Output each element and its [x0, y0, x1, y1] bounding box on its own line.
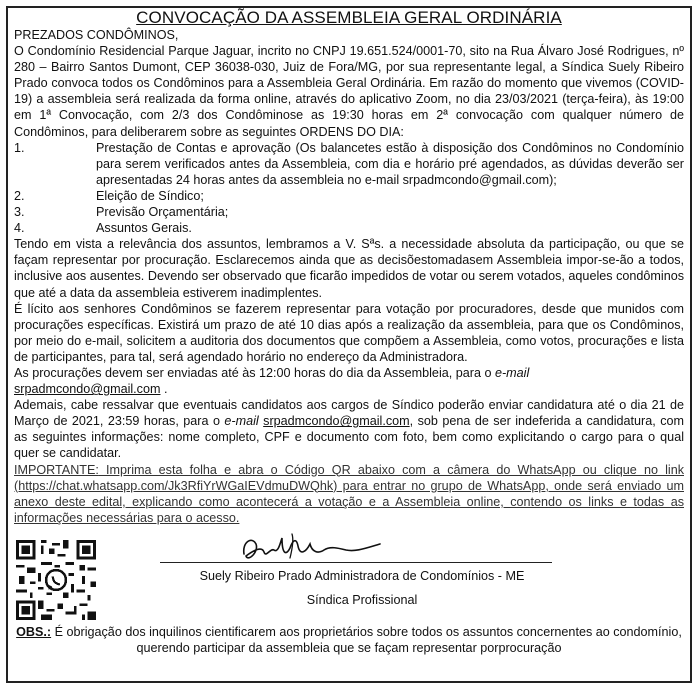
agenda-item	[14, 140, 684, 188]
important-paragraph	[14, 462, 684, 526]
proxies-send-text: As procurações devem ser enviadas até às 12:00 horas do dia da Assembleia, para o	[14, 365, 495, 380]
candidates-text: Ademais, cabe ressalvar que eventuais candidatos aos cargos de Síndico poderão enviar candidatura até o dia 21 de Março de 2021, 23:59 horas, para o	[14, 398, 684, 429]
signer-name: Suely Ribeiro Prado Administradora de Condomínios - ME	[199, 568, 525, 583]
agenda-text: Prestação de Contas e aprovação (Os balancetes estão à disposição dos Condôminos no Condomínio para serem verificados antes da Assembleia, com dia e horário pré agendados, as dúvidas deverão ser apresentadas 24 horas antes da assembleia no e-mail srpadmcondo@gmail.com);	[96, 140, 684, 187]
agenda-number: 2.	[14, 188, 25, 203]
page-title: CONVOCAÇÃO DA ASSEMBLEIA GERAL ORDINÁRIA	[136, 8, 562, 27]
notice-body	[8, 27, 690, 526]
proxies-send-paragraph	[14, 365, 684, 397]
agenda-number: 1.	[14, 140, 25, 155]
period: .	[160, 382, 168, 397]
signature-line	[160, 562, 552, 563]
observation-note	[8, 624, 690, 656]
agenda-item	[14, 220, 684, 236]
candidates-text-end: , sob pena de ser indeferida a candidatura, com as seguintes informações: nome completo, CPF e documento com foto, bem como explicitando o cargo para o qual quer se candidatar.	[14, 414, 684, 461]
obs-label: OBS.:	[16, 624, 52, 639]
email-link[interactable]: srpadmcondo@gmail.com	[14, 382, 161, 397]
handwritten-signature	[234, 526, 394, 566]
notice-page	[6, 6, 692, 683]
greeting: PREZADOS CONDÔMINOS,	[14, 28, 179, 42]
agenda-list	[14, 140, 684, 237]
qr-code-icon[interactable]	[16, 540, 96, 620]
agenda-text: Assuntos Gerais.	[96, 221, 192, 236]
obs-text: É obrigação dos inquilinos cientificarem aos proprietários sobre todos os assuntos concernentes ao condomínio, querendo participar da assembleia que se façam representar porprocuração	[51, 624, 682, 655]
relevance-paragraph: Tendo em vista a relevância dos assuntos, lembramos a V. Sªs. a necessidade absoluta da participação, ou que se façam representar por procuração. Esclarecemos ainda que as decisõestomadasem Assembleia impor-se-ão a todos, inclusive aos ausentes. Devendo ser observado que ficarão impedidos de votar ou serem votados, aqueles condôminos que até a data da assembleia estiverem inadimplentes.	[14, 237, 684, 300]
agenda-number: 3.	[14, 205, 25, 220]
email-word: e-mail	[224, 414, 259, 429]
intro-paragraph: O Condomínio Residencial Parque Jaguar, incrito no CNPJ 19.651.524/0001-70, sito na Rua Álvaro José Rodrigues, nº 280 – Bairro Santos Dumont, CEP 36038-030, Juiz de Fora/MG, por sua representante legal, a Síndica Suely Ribeiro Prado convoca todos os Condôminos para a Assembleia Geral Ordinária. Em razão do momento que vivemos (COVID-19) a assembleia será realizada da forma online, através do aplicativo Zoom, no dia 23/03/2021 (terça-feira), às 19:00 em 1ª Convocação, com 2/3 dos Condôminose as 19:30 horas em 2ª convocação com qualquer número de Condôminos, para deliberarem sobre as seguintes ORDENS DO DIA:	[14, 44, 684, 139]
candidates-email-link[interactable]: srpadmcondo@gmail.com	[263, 414, 410, 429]
agenda-item	[14, 188, 684, 204]
candidates-paragraph	[14, 397, 684, 461]
important-label: IMPORTANTE:	[14, 462, 99, 477]
important-text[interactable]: Imprima esta folha e abra o Código QR abaixo com a câmera do WhatsApp ou clique no link (https://chat.whatsapp.com/Jk3RfiYrWGaIEVdmuDWQhk) para entrar no grupo de WhatsApp, onde será enviado um anexo deste edital, explicando como acontecerá a votação e a Assembleia online, contendo os links e todas as informações necessárias para o acesso.	[14, 462, 684, 525]
whatsapp-icon	[44, 567, 69, 592]
agenda-item	[14, 204, 684, 220]
email-word: e-mail	[494, 365, 530, 380]
agenda-number: 4.	[14, 221, 25, 236]
signer-role: Síndica Profissional	[306, 592, 418, 607]
proxies-paragraph: É lícito aos senhores Condôminos se fazerem representar para votação por procuradores, desde que munidos com procurações específicas. Existirá um prazo de até 10 dias após a realização da assembleia, para que os Condôminos, por meio do e-mail, solicitem a auditoria dos documentos que compõem a Assembleia, como votos, procurações e lista de participantes, para tal, será agendado horário no endereço da Administradora.	[14, 301, 684, 364]
agenda-text: Previsão Orçamentária;	[96, 205, 229, 220]
agenda-text: Eleição de Síndico;	[96, 188, 204, 203]
signature-area	[8, 526, 690, 655]
